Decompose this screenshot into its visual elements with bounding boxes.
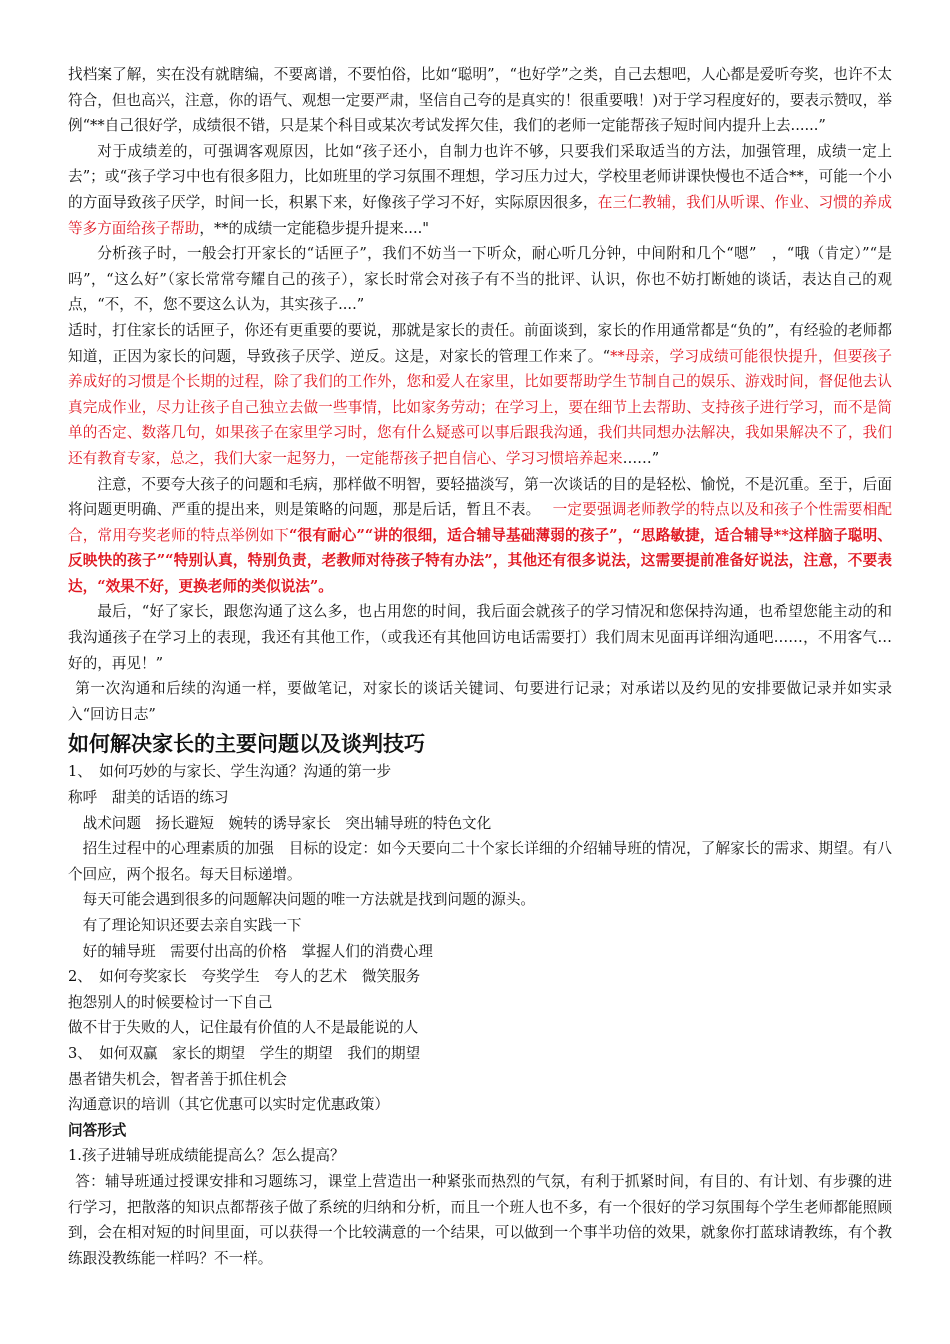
paragraph-parent-responsibility-text: 适时，打住家长的话匣子，你还有更重要的要说，那就是家长的责任。前面谈到，家长的作用通常都是“负的”，有经验的老师都知道，正因为家长的问题，导致孩子厌学、逆反。这是，对家长的管理工作来了。“ bbox=[68, 321, 892, 365]
section-line: 战术问题 扬长避短 婉转的诱导家长 突出辅导班的特色文化 bbox=[68, 814, 492, 832]
paragraph-teacher-features bbox=[68, 472, 892, 600]
qa-answer: 答：辅导班通过授课安排和习题练习，课堂上营造出一种紧张而热烈的气氛，有利于抓紧时间，有目的、有计划、有步骤的进行学习，把散落的知识点都帮孩子做了系统的归纳和分析，而且一个班人也不多，有一个很好的学习氛围每个学生老师都能照顾到，会在相对短的时间里面，可以获得一个比较满意的一个结果，可以做到一个事半功倍的效果，就象你打蓝球请教练，有个教练跟没教练能一样吗？不一样。 bbox=[68, 1172, 892, 1267]
highlight-teacher-examples: “很有耐心”“讲的很细，适合辅导基础薄弱的孩子”，“思路敏捷，适合辅导**这样脑子聪明、反映快的孩子”“特别认真，特别负责，老教师对待孩子特有办法”，其他还有很多说法，这需要提前准备好说法，注意，不要表达，“效果不好，更换老师的类似说法”。 bbox=[68, 526, 892, 595]
section-line: 2、 如何夸奖家长 夸奖学生 夸人的艺术 微笑服务 bbox=[68, 968, 421, 986]
section-line: 抱怨别人的时候要检讨一下自己 bbox=[68, 993, 273, 1011]
paragraph-weak-students-end: ，**的成绩一定能稳步提升提来...." bbox=[199, 219, 429, 237]
paragraph-praise-good-students: 找档案了解，实在没有就瞎编，不要离谱，不要怕俗，比如“聪明”，“也好学”之类，自己去想吧，人心都是爱听夸奖，也许不太符合，但也高兴，注意，你的语气、观想一定要严肃，坚信自己夸的是真实的！很重要哦！)对于学习程度好的，要表示赞叹，举例“**自己很好学，成绩很不错，只是某个科目或某次考试发挥欠佳，我们的老师一定能帮孩子短时间内提升上去......” bbox=[68, 66, 892, 135]
paragraph-notes-log: 第一次沟通和后续的沟通一样，要做笔记，对家长的谈话关键词、句要进行记录；对承诺以及约见的安排要做记录并如实录入“回访日志” bbox=[68, 680, 892, 723]
highlight-mother-advice: **母亲，学习成绩可能很快提升，但要孩子养成好的习惯是个长期的过程，除了我们的工作外，您和爱人在家里，比如要帮助学生节制自己的娱乐、游戏时间，督促他去认真完成作业，尽力让孩子自己独立去做一些事情，比如家务劳动；在学习上，要在细节上去帮助、支持孩子进行学习，而不是简单的否定、数落几句，如果孩子在家里学习时，您有什么疑惑可以事后跟我沟通，我们共同想办法解决，我如果解决不了，我们还有教育专家，总之，我们大家一起努力，一定能帮孩子把自信心、学习习惯培养起来 bbox=[68, 347, 892, 467]
paragraph-closing-call: 最后，“好了家长，跟您沟通了这么多，也占用您的时间，我后面会就孩子的学习情况和您保持沟通，也希望您能主动的和我沟通孩子在学习上的表现，我还有其他工作，（或我还有其他回访电话需要打）我们周末见面再详细沟通吧……，不用客气…好的，再见！” bbox=[68, 603, 892, 672]
paragraph-parent-responsibility-end: ……” bbox=[622, 449, 660, 467]
paragraph-parent-responsibility bbox=[68, 318, 892, 472]
section-line: 沟通意识的培训（其它优惠可以实时定优惠政策） bbox=[68, 1096, 390, 1114]
qa-question: 1.孩子进辅导班成绩能提高么？怎么提高？ bbox=[68, 1147, 345, 1165]
paragraph-weak-students bbox=[68, 139, 892, 241]
section-line: 每天可能会遇到很多的问题解决问题的唯一方法就是找到问题的源头。 bbox=[68, 891, 536, 909]
qa-heading: 问答形式 bbox=[68, 1121, 127, 1139]
section-line: 1、 如何巧妙的与家长、学生沟通？沟通的第一步 bbox=[68, 763, 392, 781]
section-line: 3、 如何双赢 家长的期望 学生的期望 我们的期望 bbox=[68, 1044, 421, 1062]
section-line: 好的辅导班 需要付出高的价格 掌握人们的消费心理 bbox=[68, 942, 433, 960]
section-line: 称呼 甜美的话语的练习 bbox=[68, 789, 229, 807]
section-line: 招生过程中的心理素质的加强 目标的设定：如今天要向二十个家长详细的介绍辅导班的情况，了解家长的需求、期望。有八个回应，两个报名。每天目标递增。 bbox=[68, 840, 892, 883]
document-page bbox=[68, 62, 892, 1271]
section-line: 做不甘于失败的人，记住最有价值的人不是最能说的人 bbox=[68, 1019, 419, 1037]
highlight-school-help: 在三仁教辅，我们从听课、作业、习惯的养成等多方面给孩子帮助 bbox=[68, 193, 892, 237]
paragraph-weak-students-text: 对于成绩差的，可强调客观原因，比如“孩子还小，自制力也许不够，只要我们采取适当的方法，加强管理，成绩一定上去”；或“孩子学习中也有很多阻力，比如班里的学习氛围不理想，学习压力过大，学校里老师讲课快慢也不适合**，可能一个小的方面导致孩子厌学，时间一长，积累下来，好像孩子学习不好，实际原因很多， bbox=[68, 142, 892, 211]
section-title: 如何解决家长的主要问题以及谈判技巧 bbox=[68, 732, 425, 757]
highlight-teacher-match: 一定要强调老师教学的特点以及和孩子个性需要相配合，常用夸奖老师的特点举例如下 bbox=[68, 501, 893, 544]
paragraph-listen-parents: 分析孩子时，一般会打开家长的“话匣子”，我们不妨当一下听众，耐心听几分钟，中间附和几个“嗯” ，“哦（肯定）”“是吗”，“这么好”（家长常常夸耀自己的孩子），家长时常会对孩子有不当的批评、认识，你也不妨打断她的谈话，表达自己的观点，“不，不，您不要这么认为，其实孩子....” bbox=[68, 245, 892, 314]
section-line: 有了理论知识还要去亲自实践一下 bbox=[68, 917, 302, 934]
section-line: 愚者错失机会，智者善于抓住机会 bbox=[68, 1070, 287, 1088]
paragraph-teacher-features-text: 注意，不要夸大孩子的问题和毛病，那样做不明智，要轻描淡写，第一次谈话的目的是轻松、愉悦，不是沉重。至于，后面将问题更明确、严重的提出来，则是策略的问题，那是后话，暂且不表。 bbox=[68, 475, 892, 519]
